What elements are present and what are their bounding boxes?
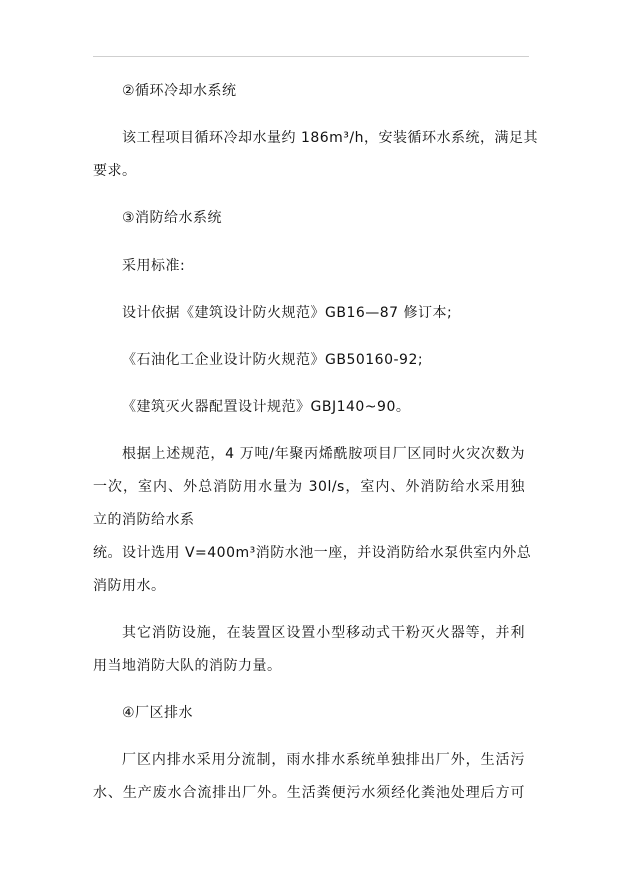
standard-item: 《建筑灭火器配置设计规范》GBJ140~90。 (122, 399, 411, 415)
standard-item: 设计依据《建筑设计防火规范》GB16—87 修订本; (122, 305, 453, 321)
fire-water-paragraph-line: 一次，室内、外总消防用水量为 30l/s，室内、外消防给水采用独 (93, 479, 525, 495)
fire-water-paragraph-line: 统。设计选用 V=400m³消防水池一座，并设消防给水泵供室内外总 (93, 545, 532, 561)
standards-label: 采用标准: (122, 258, 186, 274)
fire-water-heading: ③消防给水系统 (122, 210, 223, 226)
fire-water-paragraph-line: 立的消防给水系 (93, 512, 195, 528)
cooling-water-paragraph-line: 该工程项目循环冷却水量约 186m³/h，安装循环水系统，满足其 (122, 130, 539, 146)
other-fire-facilities-line: 其它消防设施，在装置区设置小型移动式干粉灭火器等，并利 (122, 625, 525, 641)
standard-item: 《石油化工企业设计防火规范》GB50160-92; (122, 352, 424, 368)
drainage-heading: ④厂区排水 (122, 705, 194, 721)
other-fire-facilities-line: 用当地消防大队的消防力量。 (93, 658, 282, 674)
drainage-paragraph-line: 水、生产废水合流排出厂外。生活粪便污水须经化粪池处理后方可 (93, 785, 525, 801)
drainage-paragraph-line: 厂区内排水采用分流制，雨水排水系统单独排出厂外，生活污 (122, 752, 525, 768)
cooling-water-paragraph-line: 要求。 (93, 163, 137, 179)
fire-water-paragraph-line: 根据上述规范，4 万吨/年聚丙烯酰胺项目厂区同时火灾次数为 (122, 446, 525, 462)
cooling-water-heading: ②循环冷却水系统 (122, 83, 237, 99)
fire-water-paragraph-line: 消防用水。 (93, 578, 166, 594)
header-rule (93, 56, 529, 57)
